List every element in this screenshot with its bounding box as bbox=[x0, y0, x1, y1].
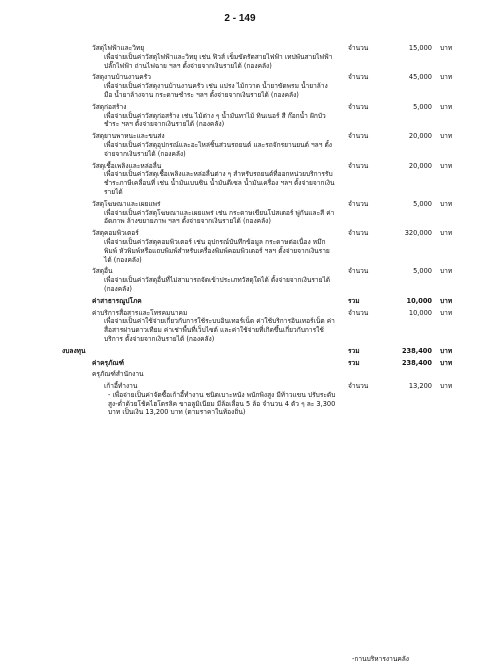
entry-amount: 320,000 bbox=[404, 229, 432, 238]
entry-description: เพื่อจ่ายเป็นค่าวัสดุโฆษณาและเผยแพร่ เช่น กระดาษเขียนโปสเตอร์ พู่กันและสี ค่าอัดภาพ ล้างขยายภาพ ฯลฯ ตั้งจ่ายจากเงินรายได้ (กองคลัง) bbox=[104, 208, 335, 226]
entry-unit: รวม bbox=[348, 296, 360, 305]
entry-amount: 238,400 bbox=[401, 358, 432, 367]
budget-entry bbox=[0, 200, 480, 229]
entry-unit: จำนวน bbox=[348, 102, 369, 111]
entry-unit: รวม bbox=[348, 358, 360, 367]
entry-currency: บาท bbox=[440, 161, 453, 170]
budget-entry bbox=[0, 162, 480, 200]
footer-department: -กานบริหารงานคลัง bbox=[352, 655, 409, 663]
entry-currency: บาท bbox=[440, 73, 453, 82]
entry-heading: วัสดุคอมพิวเตอร์ bbox=[92, 229, 139, 238]
budget-entry bbox=[0, 229, 480, 267]
entry-amount: 20,000 bbox=[408, 132, 432, 141]
budget-entry bbox=[0, 267, 480, 296]
entry-unit: จำนวน bbox=[348, 73, 369, 82]
page-number: 2 - 149 bbox=[224, 13, 256, 24]
entry-amount: 13,200 bbox=[408, 382, 432, 391]
entry-unit: จำนวน bbox=[348, 382, 369, 391]
entry-amount: 238,400 bbox=[401, 346, 432, 355]
entry-unit: จำนวน bbox=[348, 132, 369, 141]
entry-heading: ค่าครุภัณฑ์ bbox=[92, 358, 125, 367]
budget-entry bbox=[0, 132, 480, 161]
budget-entry bbox=[0, 73, 480, 102]
entry-unit: จำนวน bbox=[348, 161, 369, 170]
entry-currency: บาท bbox=[440, 382, 453, 391]
entry-currency: บาท bbox=[440, 308, 453, 317]
budget-entry bbox=[0, 44, 480, 73]
entry-currency: บาท bbox=[440, 346, 453, 355]
entry-amount: 5,000 bbox=[413, 267, 432, 276]
entry-heading: ครุภัณฑ์สำนักงาน bbox=[92, 370, 144, 379]
entry-heading: เก้าอี้ทำงาน bbox=[104, 382, 138, 391]
entry-currency: บาท bbox=[440, 267, 453, 276]
entry-description: เพื่อจ่ายเป็นค่าใช้จ่ายเกี่ยวกับการใช้ระบบอินเทอร์เน็ต ค่าใช้บริการอินเทอร์เน็ต ค่าสื่อสารผ่านดาวเทียม ค่าเช่าพื้นที่เว็บไซต์ และค่าใช้จ่ายที่เกิดขึ้นเกี่ยวกับการใช้บริการ ตั้งจ่ายจากเงินรายได้ (กองคลัง) bbox=[104, 317, 335, 343]
budget-entry bbox=[0, 297, 480, 309]
budget-entry bbox=[0, 359, 480, 371]
budget-entry-list bbox=[0, 44, 480, 420]
entry-unit: จำนวน bbox=[348, 199, 369, 208]
entry-amount: 5,000 bbox=[413, 199, 432, 208]
entry-currency: บาท bbox=[440, 132, 453, 141]
entry-amount: 45,000 bbox=[408, 73, 432, 82]
entry-heading: วัสดุอื่น bbox=[92, 267, 113, 276]
entry-heading: ค่าสาธารณูปโภค bbox=[92, 296, 142, 305]
entry-heading: วัสดุยานพาหนะและขนส่ง bbox=[92, 132, 165, 141]
entry-heading: วัสดุงานบ้านงานครัว bbox=[92, 73, 151, 82]
entry-description: เพื่อจ่ายเป็นค่าวัสดุคอมพิวเตอร์ เช่น อุปกรณ์บันทึกข้อมูล กระดาษต่อเนื่อง หมึกพิมพ์ หัวพิมพ์หรือแถบพิมพ์สำหรับเครื่องพิมพ์คอมพิวเตอร์ ฯลฯ ตั้งจ่ายจากเงินรายได้ (กองคลัง) bbox=[104, 237, 330, 264]
entry-currency: บาท bbox=[440, 358, 453, 367]
entry-description: เพื่อจ่ายเป็นค่าวัสดุอุปกรณ์และอะไหล่ชิ้นส่วนรถยนต์ และรถจักรยานยนต์ ฯลฯ ตั้งจ่ายจากเงินรายได้ (กองคลัง) bbox=[104, 140, 333, 158]
entry-heading: วัสดุเชื้อเพลิงและหล่อลื่น bbox=[92, 161, 162, 170]
entry-description: เพื่อจ่ายเป็นค่าวัสดุเชื้อเพลิงและหล่อลื่นต่าง ๆ สำหรับรถยนต์ที่ออกหน่วยบริการรับชำระภาษีเคลื่อนที่ เช่น น้ำมันเบนซิน น้ำมันดีเซล น้ำมันเครื่อง ฯลฯ ตั้งจ่ายจากเงินรายได้ bbox=[104, 170, 335, 196]
entry-description: เพื่อจ่ายเป็นค่าวัสดุก่อสร้าง เช่น ไม้ต่าง ๆ น้ำมันทาไม้ ทินเนอร์ สี ก๊อกน้ำ ฝักบัวชำระ ฯลฯ ตั้งจ่ายจากเงินรายได้ (กองคลัง) bbox=[104, 111, 326, 129]
entry-unit: จำนวน bbox=[348, 308, 369, 317]
entry-description: - เพื่อจ่ายเป็นค่าจัดซื้อเก้าอี้ทำงาน ชนิดเบาะหนัง พนักพิงสูง มีท้าวแขน ปรับระดับสูง-ต่ำด้วยโช้คไฮโดรลิค ขาอลูมิเนียม มีล้อเลื่อน 5 ล้อ จำนวน 4 ตัว ๆ ละ 3,300 บาท เป็นเงิน 13,200 บาท (ตามราคาในท้องถิ่น) bbox=[108, 390, 336, 417]
entry-currency: บาท bbox=[440, 229, 453, 238]
entry-description: เพื่อจ่ายเป็นค่าวัสดุอื่นที่ไม่สามารถจัดเข้าประเภทวัสดุใดได้ ตั้งจ่ายจากเงินรายได้ (กองคลัง) bbox=[104, 276, 331, 293]
entry-heading: งบลงทุน bbox=[62, 346, 86, 355]
entry-heading: ค่าบริการสื่อสารและโทรคมนาคม bbox=[92, 308, 188, 317]
entry-amount: 10,000 bbox=[406, 296, 432, 305]
entry-unit: จำนวน bbox=[348, 229, 369, 238]
entry-unit: จำนวน bbox=[348, 44, 369, 52]
entry-heading: วัสดุก่อสร้าง bbox=[92, 102, 127, 111]
entry-currency: บาท bbox=[440, 44, 453, 52]
entry-unit: รวม bbox=[348, 346, 360, 355]
budget-entry bbox=[0, 370, 480, 382]
entry-unit: จำนวน bbox=[348, 267, 369, 276]
budget-entry bbox=[0, 382, 480, 420]
entry-description: เพื่อจ่ายเป็นค่าวัสดุงานบ้านงานครัว เช่น แปรง ไม้กวาด น้ำยาขัดพรม น้ำยาล้างมือ น้ำยาล้างจาน กระดาษชำระ ฯลฯ ตั้งจ่ายจากเงินรายได้ (กองคลัง) bbox=[104, 82, 328, 99]
budget-entry bbox=[0, 103, 480, 132]
budget-entry bbox=[0, 347, 480, 359]
entry-heading: วัสดุไฟฟ้าและวิทยุ bbox=[92, 44, 145, 52]
entry-amount: 20,000 bbox=[408, 161, 432, 170]
entry-currency: บาท bbox=[440, 199, 453, 208]
entry-heading: วัสดุโฆษณาและเผยแพร่ bbox=[92, 199, 161, 208]
entry-currency: บาท bbox=[440, 296, 453, 305]
entry-amount: 15,000 bbox=[408, 44, 432, 52]
entry-currency: บาท bbox=[440, 102, 453, 111]
entry-amount: 10,000 bbox=[408, 308, 432, 317]
entry-amount: 5,000 bbox=[413, 102, 432, 111]
entry-description: เพื่อจ่ายเป็นค่าวัสดุไฟฟ้าและวิทยุ เช่น ฟิวส์ เข็มขัดรัดสายไฟฟ้า เทปพันสายไฟฟ้า ปลั๊กไฟฟ้า ถ่านไฟฉาย ฯลฯ ตั้งจ่ายจากเงินรายได้ (กองคลัง) bbox=[104, 52, 333, 70]
budget-entry bbox=[0, 309, 480, 347]
